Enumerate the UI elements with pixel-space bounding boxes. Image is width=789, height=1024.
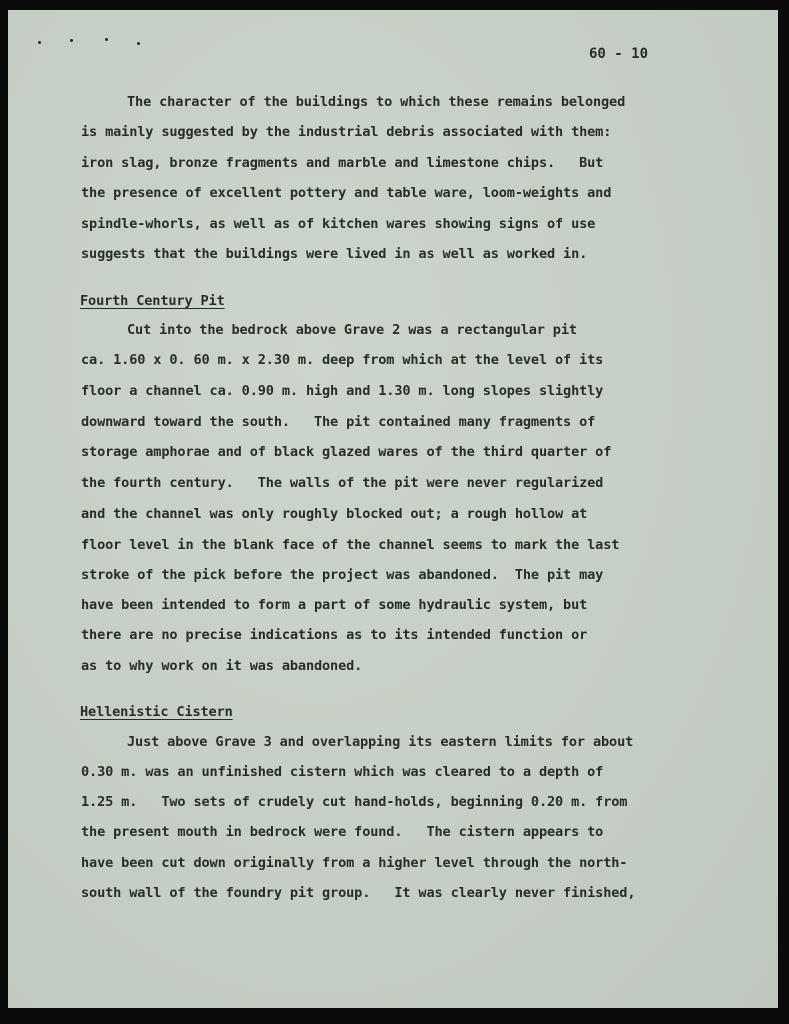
paragraph-line: floor a channel ca. 0.90 m. high and 1.30 m. long slopes slightly [81,383,604,399]
dot [137,42,140,45]
paragraph-line: there are no precise indications as to its intended function or [81,627,588,643]
paragraph-line: floor level in the blank face of the channel seems to mark the last [81,537,620,553]
paragraph-line: spindle-whorls, as well as of kitchen wares showing signs of use [81,216,596,232]
paragraph-line: storage amphorae and of black glazed wares of the third quarter of [81,444,612,460]
document-page [8,10,778,1008]
paragraph-line: 0.30 m. was an unfinished cistern which was cleared to a depth of [81,764,604,780]
dot [70,39,73,42]
section-heading-fourth-century-pit: Fourth Century Pit [80,293,225,309]
paragraph-line: 1.25 m. Two sets of crudely cut hand-holds, beginning 0.20 m. from [81,794,628,810]
dot [105,38,108,41]
paragraph-line: ca. 1.60 x 0. 60 m. x 2.30 m. deep from which at the level of its [81,352,604,368]
paragraph-line: downward toward the south. The pit contained many fragments of [81,414,596,430]
section-heading-hellenistic-cistern: Hellenistic Cistern [80,704,233,720]
paragraph-line: and the channel was only roughly blocked out; a rough hollow at [81,506,588,522]
paragraph-line: is mainly suggested by the industrial debris associated with them: [81,124,612,140]
paragraph-line: Cut into the bedrock above Grave 2 was a rectangular pit [127,322,577,338]
paragraph-line: suggests that the buildings were lived in as well as worked in. [81,246,588,262]
paragraph-line: The character of the buildings to which these remains belonged [127,94,626,110]
page-number: 60 - 10 [589,46,649,62]
dot [38,41,41,44]
paragraph-line: Just above Grave 3 and overlapping its eastern limits for about [127,734,634,750]
paragraph-line: the presence of excellent pottery and table ware, loom-weights and [81,185,612,201]
paragraph-line: south wall of the foundry pit group. It was clearly never finished, [81,885,636,901]
paragraph-line: iron slag, bronze fragments and marble and limestone chips. But [81,155,604,171]
paragraph-line: the fourth century. The walls of the pit were never regularized [81,475,604,491]
margin-dots [38,38,158,50]
paragraph-line: the present mouth in bedrock were found. The cistern appears to [81,824,604,840]
paragraph-line: as to why work on it was abandoned. [81,658,363,674]
paragraph-line: stroke of the pick before the project was abandoned. The pit may [81,567,604,583]
paragraph-line: have been cut down originally from a higher level through the north- [81,855,628,871]
paragraph-line: have been intended to form a part of some hydraulic system, but [81,597,588,613]
